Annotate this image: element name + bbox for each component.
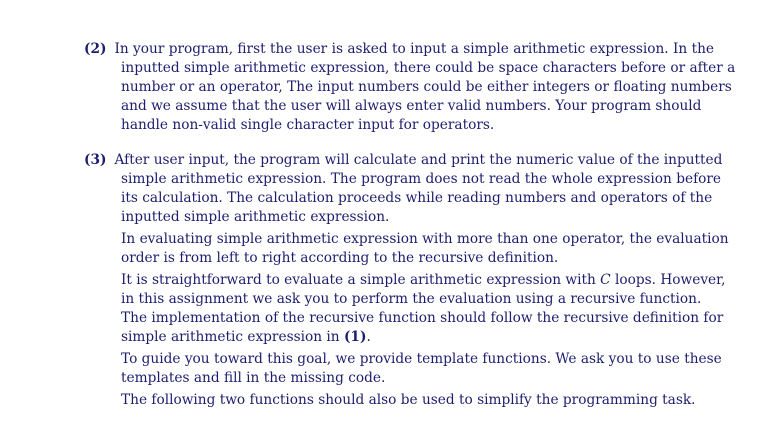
item-2-text-line-2: inputted simple arithmetic expression, there could be space characters before or after a bbox=[121, 60, 736, 76]
p3-line-4-tail: . bbox=[366, 329, 371, 345]
item-3-p2-line-2: order is from left to right according to the recursive definition. bbox=[121, 250, 559, 266]
item-3 bbox=[84, 151, 729, 410]
item-3-paragraph-4 bbox=[84, 350, 722, 388]
definition-reference: (1) bbox=[343, 329, 367, 345]
item-3-number: (3) bbox=[84, 152, 107, 168]
item-2-line-1 bbox=[84, 40, 714, 59]
item-3-p5-line-1: The following two functions should also be used to simplify the programming task. bbox=[121, 392, 696, 408]
item-3-paragraph-5 bbox=[84, 391, 714, 410]
p3-line-1-tail: loops. However, bbox=[610, 272, 726, 288]
item-3-p2-line-1: In evaluating simple arithmetic expression with more than one operator, the evaluation bbox=[121, 231, 729, 247]
item-2-text-line-5: handle non-valid single character input for operators. bbox=[121, 117, 495, 133]
item-2-text-line-4: and we assume that the user will always enter valid numbers. Your program should bbox=[121, 98, 702, 114]
item-3-p3-line-3: The implementation of the recursive function should follow the recursive definition for bbox=[121, 310, 724, 326]
item-3-p1-line-2: simple arithmetic expression. The program does not read the whole expression before bbox=[121, 171, 722, 187]
item-2-number: (2) bbox=[84, 41, 107, 57]
item-3-p1-line-3: its calculation. The calculation proceeds while reading numbers and operators of the bbox=[121, 190, 713, 206]
item-3-p3-line-1 bbox=[84, 271, 726, 290]
p3-line-1-text: It is straightforward to evaluate a simple arithmetic expression with bbox=[121, 272, 601, 288]
item-3-p1-line-1: After user input, the program will calculate and print the numeric value of the inputted bbox=[114, 152, 723, 168]
item-3-paragraph-2 bbox=[84, 230, 729, 268]
item-2-text-line-1: In your program, first the user is asked to input a simple arithmetic expression. In the bbox=[114, 41, 714, 57]
item-3-p3-line-2: in this assignment we ask you to perform the evaluation using a recursive function. bbox=[121, 291, 702, 307]
item-3-paragraph-3 bbox=[84, 271, 726, 347]
item-3-line-1 bbox=[84, 151, 723, 170]
item-3-p3-line-4 bbox=[84, 328, 714, 347]
item-2-text-line-3: number or an operator, The input numbers could be either integers or floating numbers bbox=[121, 79, 732, 95]
p3-line-4-text: simple arithmetic expression in bbox=[121, 329, 344, 345]
item-3-p4-line-2: templates and fill in the missing code. bbox=[121, 370, 386, 386]
item-3-p4-line-1: To guide you toward this goal, we provide template functions. We ask you to use these bbox=[121, 351, 722, 367]
item-3-p1-line-4: inputted simple arithmetic expression. bbox=[121, 209, 390, 225]
item-2 bbox=[84, 40, 736, 135]
c-language-ref: C bbox=[600, 272, 611, 288]
